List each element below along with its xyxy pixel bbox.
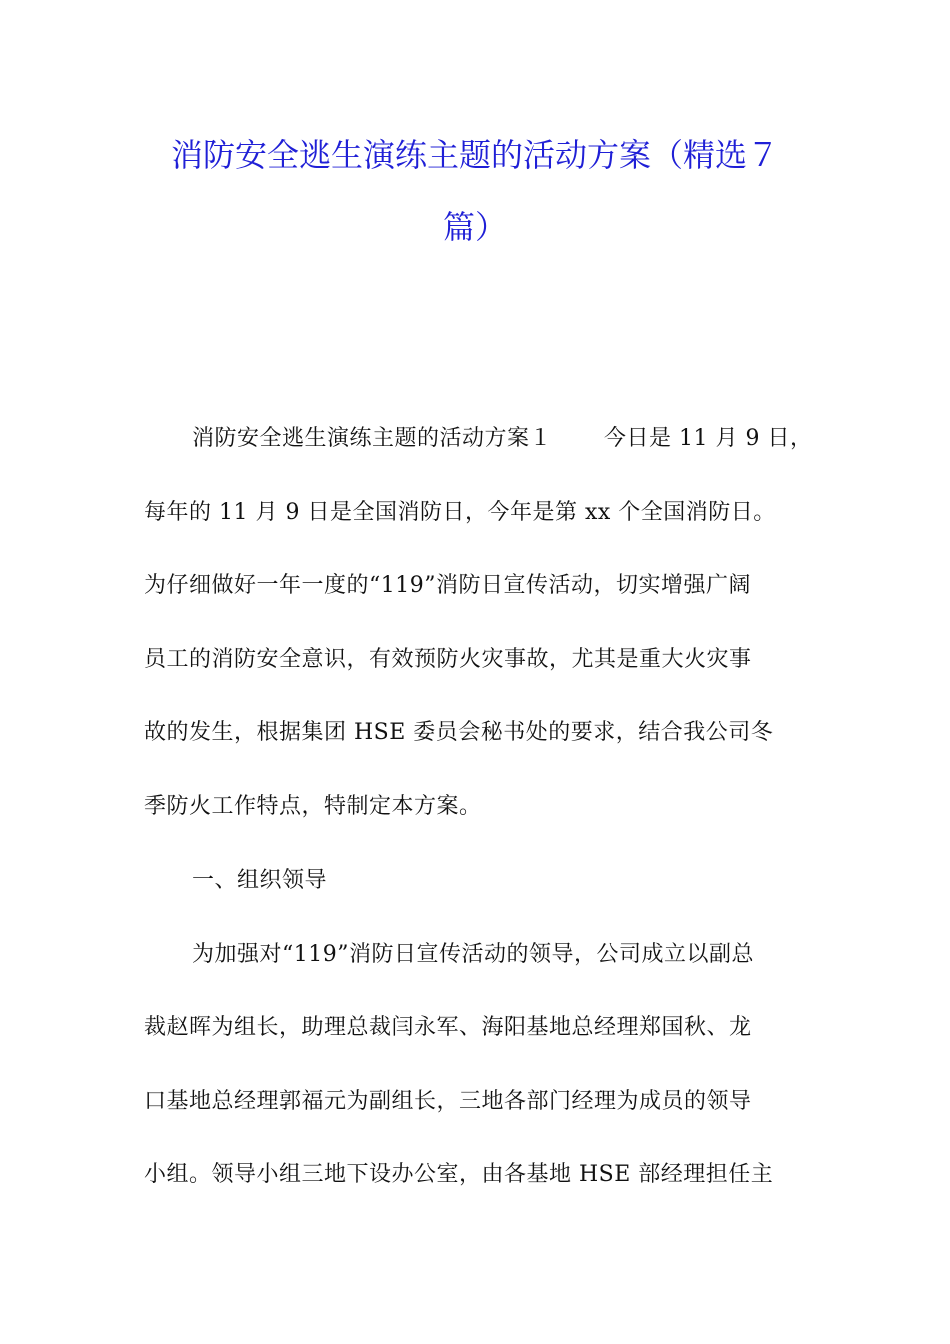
paragraph-line: 每年的 11 月 9 日是全国消防日，今年是第 xx 个全国消防日。 <box>144 500 776 525</box>
section-heading: 一、组织领导 <box>192 868 328 893</box>
paragraph-line: 小组。领导小组三地下设办公室，由各基地 HSE 部经理担任主 <box>144 1162 774 1187</box>
paragraph-line: 裁赵晖为组长，助理总裁闫永军、海阳基地总经理郑国秋、龙 <box>144 1015 752 1040</box>
paragraph-line: 故的发生，根据集团 HSE 委员会秘书处的要求，结合我公司冬 <box>144 720 774 745</box>
paragraph-line: 为仔细做好一年一度的“119”消防日宣传活动，切实增强广阔 <box>144 573 751 598</box>
paragraph-line: 为加强对“119”消防日宣传活动的领导，公司成立以副总 <box>192 942 754 967</box>
document-title-line-2: 篇） <box>442 208 507 246</box>
paragraph-1-opening: 今日是 11 月 9 日， <box>604 426 813 451</box>
document-title-line-1: 消防安全逃生演练主题的活动方案（精选７ <box>170 136 779 174</box>
plan-heading: 消防安全逃生演练主题的活动方案１ <box>192 426 553 451</box>
paragraph-line: 员工的消防安全意识，有效预防火灾事故，尤其是重大火灾事 <box>144 647 752 672</box>
paragraph-line: 口基地总经理郭福元为副组长，三地各部门经理为成员的领导 <box>144 1089 752 1114</box>
paragraph-line: 季防火工作特点，特制定本方案。 <box>144 794 482 819</box>
paragraph-1-first-line <box>192 424 862 454</box>
